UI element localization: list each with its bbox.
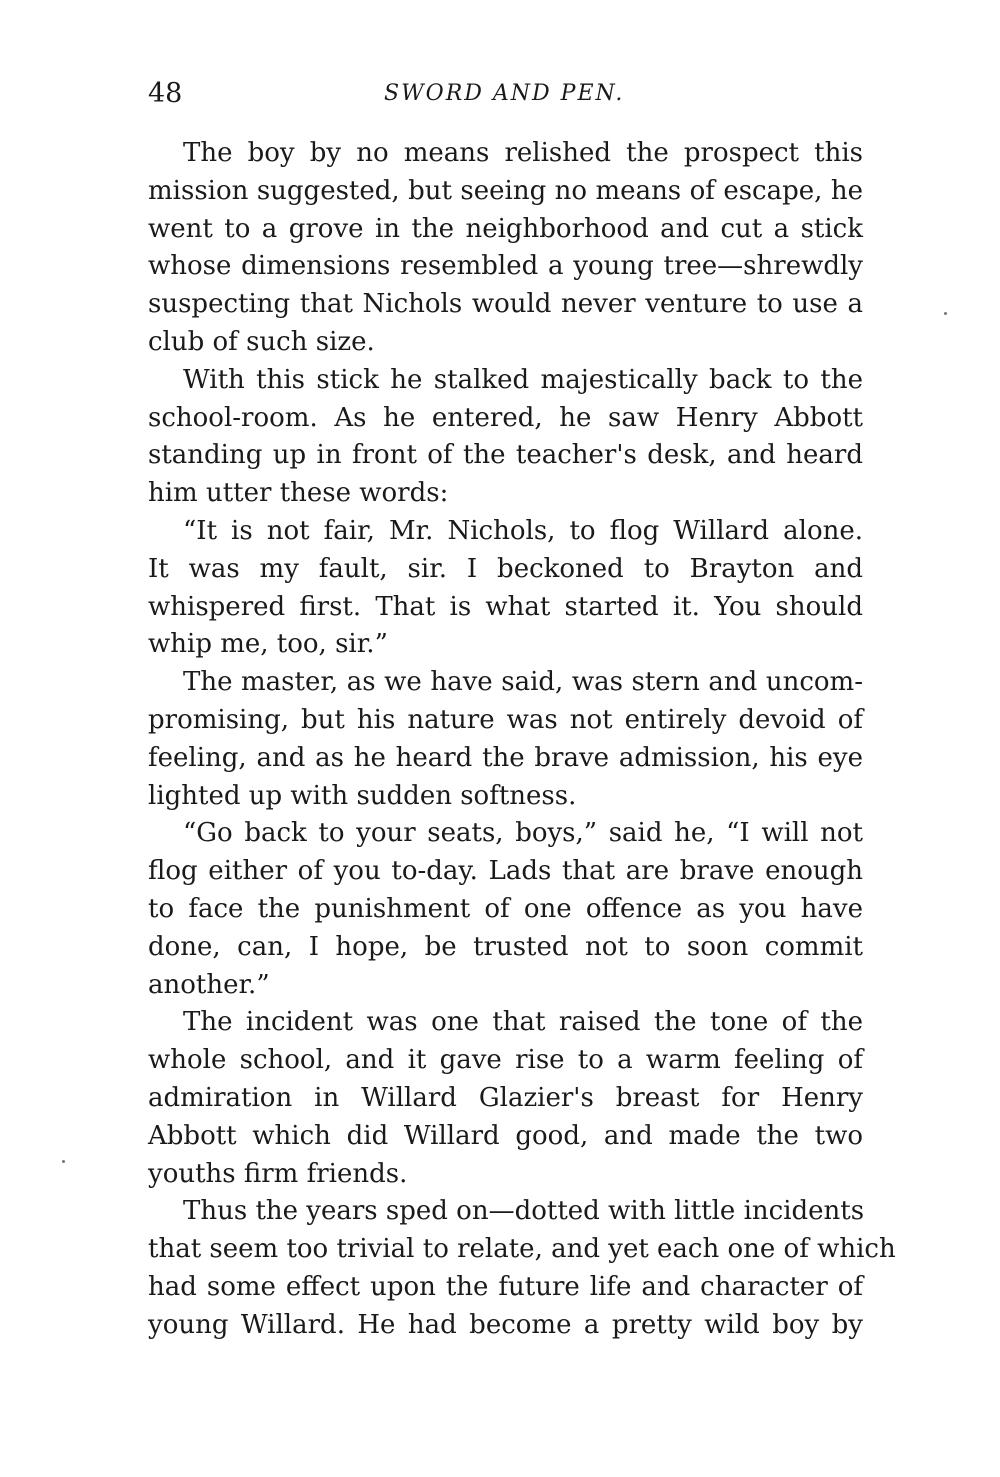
text-line: went to a grove in the neighborhood and cut a stick — [148, 213, 863, 244]
text-line: The master, as we have said, was stern and uncom- — [183, 667, 863, 698]
text-line: youths firm friends. — [148, 1158, 408, 1189]
text-line: whip me, too, sir.” — [148, 629, 388, 660]
text-line: another.” — [148, 969, 270, 1000]
text-line: lighted up with sudden softness. — [148, 780, 577, 811]
text-line: young Willard. He had become a pretty wild boy by — [148, 1309, 863, 1340]
text-line: standing up in front of the teacher's desk, and heard — [148, 440, 863, 471]
page-number: 48 — [148, 78, 183, 109]
page-header — [148, 74, 863, 114]
text-line: Abbott which did Willard good, and made the two — [148, 1120, 863, 1151]
text-line: Thus the years sped on—dotted with little incidents — [183, 1196, 865, 1227]
text-line: club of such size. — [148, 326, 375, 357]
text-line: flog either of you to-day. Lads that are brave enough — [148, 856, 863, 887]
text-line: admiration in Willard Glazier's breast for Henry — [148, 1082, 863, 1113]
body-text — [148, 135, 896, 1345]
text-line: With this stick he stalked majestically back to the — [183, 364, 863, 395]
text-line: whole school, and it gave rise to a warm feeling of — [148, 1045, 863, 1076]
text-line: done, can, I hope, be trusted not to soon commit — [148, 931, 863, 962]
running-title: SWORD AND PEN. — [384, 81, 625, 106]
text-line: It was my fault, sir. I beckoned to Brayton and — [148, 553, 863, 584]
text-line: promising, but his nature was not entirely devoid of — [148, 704, 863, 735]
text-line: “Go back to your seats, boys,” said he, “I will not — [183, 818, 863, 849]
text-line: to face the punishment of one offence as you have — [148, 893, 863, 924]
text-line: school-room. As he entered, he saw Henry Abbott — [148, 402, 863, 433]
text-line: him utter these words: — [148, 478, 449, 509]
text-line: The incident was one that raised the tone of the — [183, 1007, 863, 1038]
text-line: The boy by no means relished the prospect this — [183, 138, 863, 168]
text-line: suspecting that Nichols would never venture to use a — [148, 289, 863, 320]
text-line: mission suggested, but seeing no means of escape, he — [148, 175, 863, 206]
paper-speck — [944, 312, 947, 315]
text-line: feeling, and as he heard the brave admission, his eye — [148, 742, 863, 773]
text-line: had some effect upon the future life and character of — [148, 1271, 863, 1302]
paper-speck — [62, 1160, 65, 1163]
text-line: that seem too trivial to relate, and yet each one of which — [148, 1234, 896, 1265]
text-line: “It is not fair, Mr. Nichols, to flog Willard alone. — [183, 515, 863, 546]
text-line: whose dimensions resembled a young tree—shrewdly — [148, 251, 863, 282]
text-line: whispered first. That is what started it. You should — [148, 591, 863, 622]
